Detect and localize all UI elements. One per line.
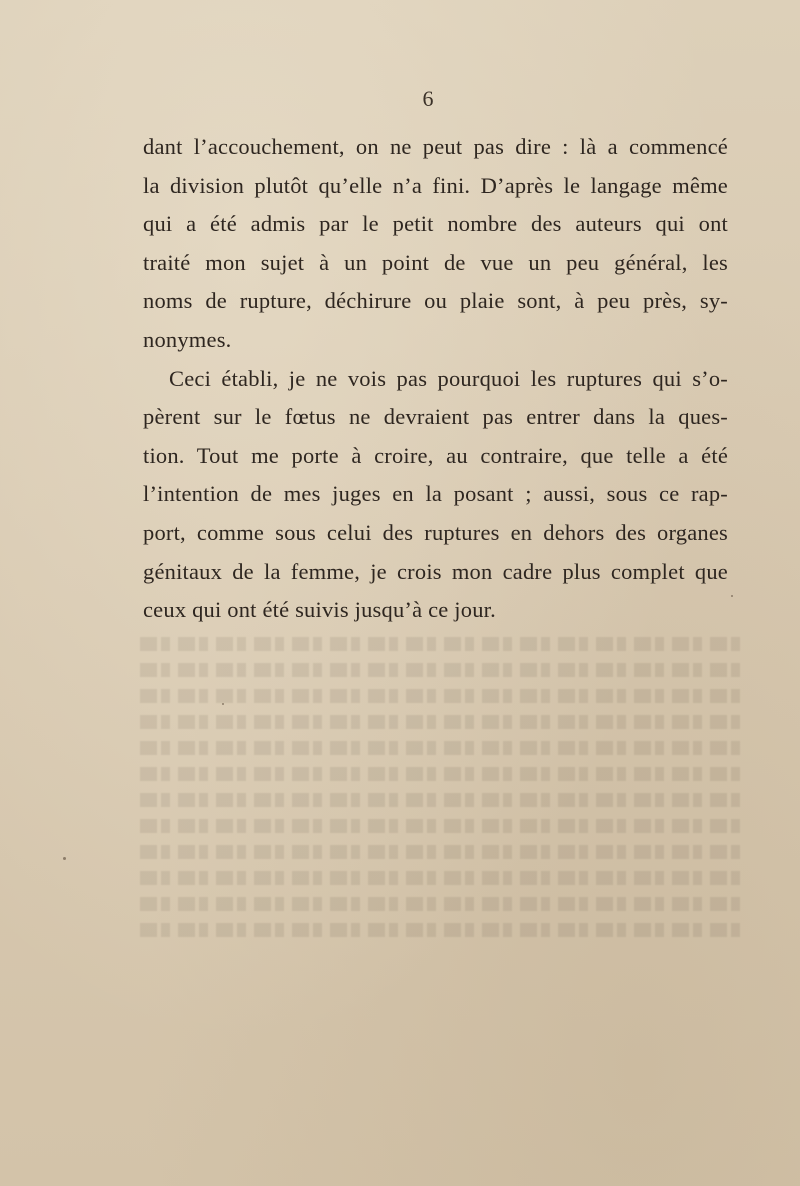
paragraph-2 bbox=[143, 360, 728, 630]
text-line: traité mon sujet à un point de vue un peu général, les bbox=[143, 249, 728, 275]
show-through-text bbox=[140, 625, 740, 1085]
text-line: la division plutôt qu’elle n’a fini. D’après le langage même bbox=[143, 172, 728, 198]
paper-speck bbox=[731, 595, 733, 597]
text-line: port, comme sous celui des ruptures en dehors des organes bbox=[143, 519, 728, 545]
text-line: génitaux de la femme, je crois mon cadre plus complet que bbox=[143, 558, 728, 584]
text-line: tion. Tout me porte à croire, au contraire, que telle a été bbox=[143, 442, 728, 468]
text-line: nonymes. bbox=[143, 326, 232, 352]
paper-speck bbox=[63, 857, 66, 860]
paper-speck bbox=[222, 703, 224, 705]
text-line: l’intention de mes juges en la posant ; aussi, sous ce rap- bbox=[143, 481, 728, 507]
text-line: dant l’accouchement, on ne peut pas dire : là a commencé bbox=[143, 134, 728, 159]
text-line: noms de rupture, déchirure ou plaie sont, à peu près, sy- bbox=[143, 288, 728, 314]
text-line: qui a été admis par le petit nombre des auteurs qui ont bbox=[143, 211, 728, 237]
text-line: pèrent sur le fœtus ne devraient pas entrer dans la ques- bbox=[143, 404, 728, 430]
page-number: 6 bbox=[422, 86, 434, 111]
text-line: ceux qui ont été suivis jusqu’à ce jour. bbox=[143, 597, 496, 623]
body-text bbox=[143, 128, 728, 630]
paragraph-1 bbox=[143, 128, 728, 360]
text-line: Ceci établi, je ne vois pas pourquoi les ruptures qui s’o- bbox=[169, 365, 728, 391]
